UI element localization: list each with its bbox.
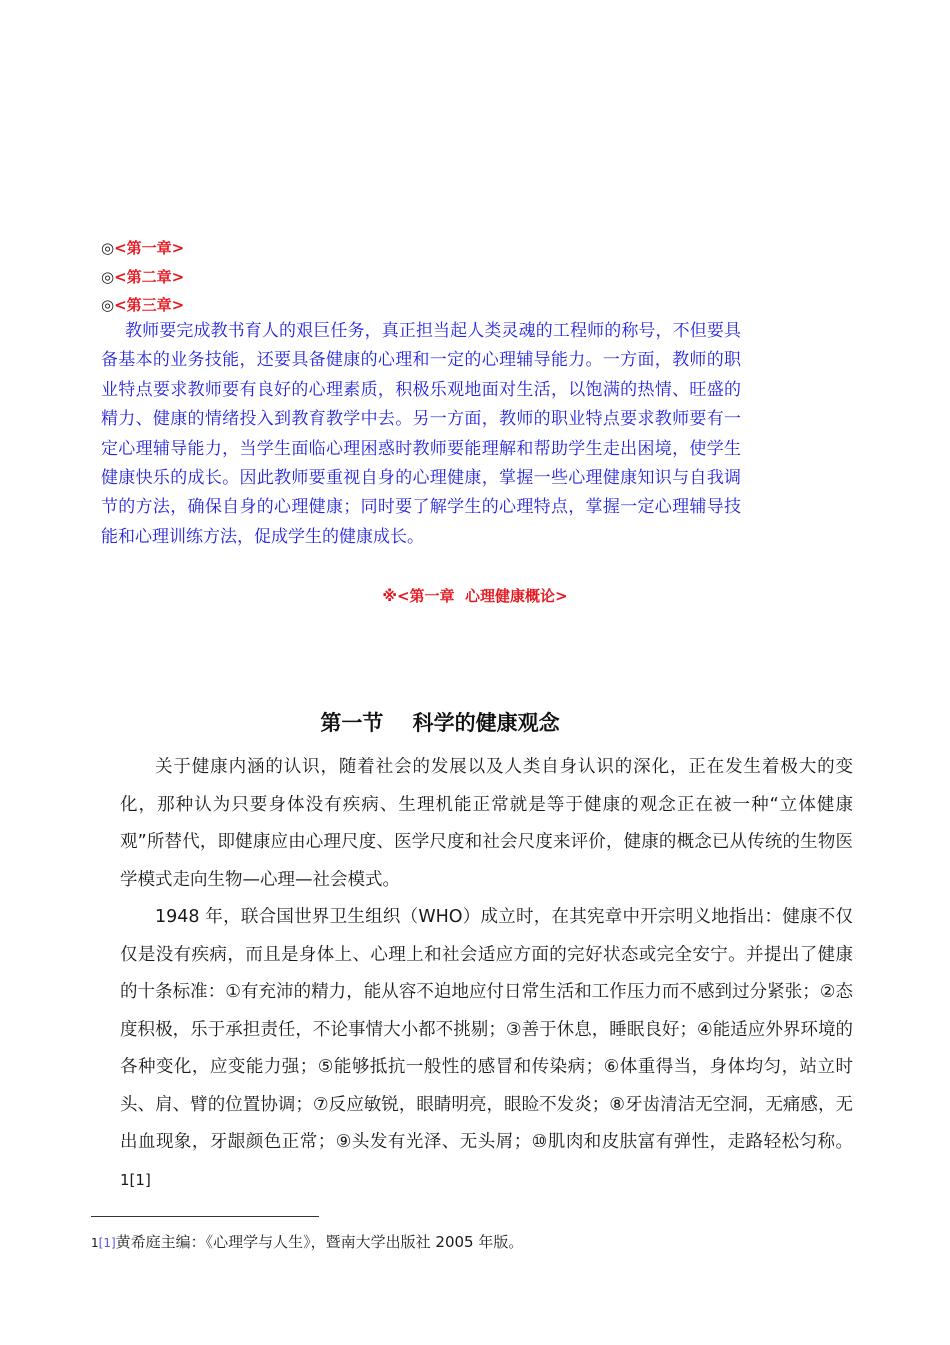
- body-paragraph-1: 关于健康内涵的认识，随着社会的发展以及人类自身认识的深化，正在发生着极大的变化，那种认为只要身体没有疾病、生理机能正常就是等于健康的观念正在被一种“立体健康观”所替代，即健康应由心理尺度、医学尺度和社会尺度来评价，健康的概念已从传统的生物医学模式走向生物—心理—社会模式。: [120, 757, 853, 890]
- body-paragraph-2-text: 1948 年，联合国世界卫生组织（WHO）成立时，在其宪章中开宗明义地指出：健康不仅仅是没有疾病，而且是身体上、心理上和社会适应方面的完好状态或完全安宁。并提出了健康的十条标准：①有充沛的精力，能从容不迫地应付日常生活和工作压力而不感到过分紧张；②态度积极，乐于承担责任，不论事情大小都不挑剔；③善于休息，睡眠良好；④能适应外界环境的各种变化，应变能力强；⑤能够抵抗一般性的感冒和传染病；⑥体重得当，身体均匀，站立时头、肩、臂的位置协调；⑦反应敏锐，眼睛明亮，眼睑不发炎；⑧牙齿清洁无空洞，无痛感，无出血现象，牙龈颜色正常；⑨头发有光泽、无头屑；⑩肌肉和皮肤富有弹性，走路轻松匀称。: [120, 907, 853, 1152]
- intro-paragraph: 教师要完成教书育人的艰巨任务，真正担当起人类灵魂的工程师的称号，不但要具备基本的业务技能，还要具备健康的心理和一定的心理辅导能力。一方面，教师的职业特点要求教师要有良好的心理素质，积极乐观地面对生活，以饱满的热情、旺盛的精力、健康的情绪投入到教育教学中去。另一方面，教师的职业特点要求教师要有一定心理辅导能力，当学生面临心理困惑时教师要能理解和帮助学生走出困境，使学生健康快乐的成长。因此教师要重视自身的心理健康，掌握一些心理健康知识与自我调节的方法，确保自身的心理健康；同时要了解学生的心理特点，掌握一定心理辅导技能和心理训练方法，促成学生的健康成长。: [101, 321, 741, 547]
- toc-item-chapter-3[interactable]: [101, 291, 741, 320]
- toc-link-chapter-1[interactable]: <第一章>: [114, 239, 185, 257]
- body-paragraph-2: [120, 899, 853, 1199]
- toc-link-chapter-2[interactable]: <第二章>: [114, 267, 185, 286]
- footnote-link[interactable]: [1]: [98, 1236, 116, 1250]
- toc-item-chapter-2[interactable]: [101, 263, 741, 292]
- chapter-1-link[interactable]: ※<第一章 心理健康概论>: [382, 587, 568, 605]
- chapter-toc: [101, 234, 741, 320]
- toc-item-chapter-1[interactable]: [101, 234, 741, 263]
- footnote-divider: [91, 1216, 319, 1217]
- toc-link-chapter-3[interactable]: <第三章>: [114, 296, 185, 314]
- section-title: 第一节 科学的健康观念: [320, 711, 560, 735]
- footnote-text: 黄希庭主编：《心理学与人生》，暨南大学出版社 2005 年版。: [115, 1233, 524, 1251]
- toc-bullet: ◎: [101, 239, 115, 257]
- footnote-reference[interactable]: 1[1]: [120, 1170, 151, 1189]
- toc-bullet: ◎: [101, 267, 115, 286]
- toc-bullet: ◎: [101, 296, 115, 314]
- footnote-mark: 1: [91, 1236, 99, 1250]
- footnote: [91, 1231, 523, 1252]
